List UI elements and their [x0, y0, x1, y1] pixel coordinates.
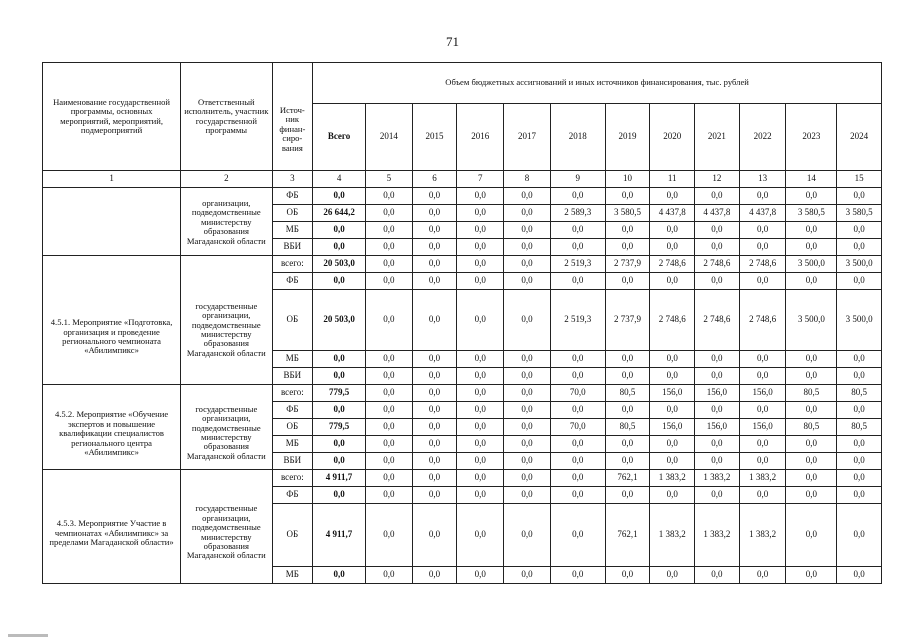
year-value: 2 748,6: [739, 290, 786, 351]
funding-source: ОБ: [272, 290, 313, 351]
year-value: 0,0: [412, 453, 457, 470]
year-value: 0,0: [786, 239, 837, 256]
year-value: 0,0: [457, 470, 504, 487]
year-value: 0,0: [605, 453, 650, 470]
year-value: 0,0: [786, 273, 837, 290]
funding-source: всего:: [272, 256, 313, 273]
responsible-executor: государственные организации, подведомственные министерству образования Магаданской области: [181, 256, 272, 385]
funding-source: всего:: [272, 470, 313, 487]
year-value: 0,0: [650, 351, 695, 368]
year-value: 3 500,0: [837, 256, 882, 273]
column-number: 10: [605, 171, 650, 188]
year-value: 0,0: [650, 188, 695, 205]
year-value: 0,0: [365, 205, 412, 222]
header-funding-span: Объем бюджетных ассигнований и иных источников финансирования, тыс. рублей: [313, 63, 882, 104]
year-value: 0,0: [650, 402, 695, 419]
year-value: 0,0: [550, 470, 605, 487]
year-value: 0,0: [550, 567, 605, 584]
year-value: 0,0: [695, 188, 740, 205]
header-row: [43, 63, 882, 104]
year-value: 0,0: [605, 351, 650, 368]
year-value: 0,0: [365, 385, 412, 402]
year-value: 0,0: [786, 402, 837, 419]
year-value: 0,0: [412, 385, 457, 402]
year-value: 3 580,5: [605, 205, 650, 222]
year-value: 0,0: [550, 351, 605, 368]
year-value: 0,0: [412, 351, 457, 368]
year-value: 156,0: [650, 385, 695, 402]
year-value: 0,0: [739, 273, 786, 290]
funding-source: МБ: [272, 351, 313, 368]
funding-source: ФБ: [272, 402, 313, 419]
year-value: 2 748,6: [650, 256, 695, 273]
year-value: 0,0: [457, 290, 504, 351]
year-value: 0,0: [605, 188, 650, 205]
year-value: 0,0: [837, 470, 882, 487]
page-number: 71: [446, 34, 459, 49]
total-value: 779,5: [313, 419, 366, 436]
year-value: 0,0: [457, 205, 504, 222]
total-value: 0,0: [313, 351, 366, 368]
header-year: 2015: [412, 104, 457, 171]
year-value: 0,0: [365, 436, 412, 453]
header-year: 2018: [550, 104, 605, 171]
year-value: 0,0: [412, 222, 457, 239]
column-number: 12: [695, 171, 740, 188]
year-value: 0,0: [739, 368, 786, 385]
year-value: 0,0: [457, 188, 504, 205]
year-value: 762,1: [605, 470, 650, 487]
year-value: 0,0: [412, 504, 457, 567]
year-value: 3 500,0: [786, 256, 837, 273]
year-value: 0,0: [550, 188, 605, 205]
year-value: 0,0: [457, 256, 504, 273]
year-value: 0,0: [786, 470, 837, 487]
total-value: 0,0: [313, 453, 366, 470]
year-value: 0,0: [457, 222, 504, 239]
year-value: 0,0: [365, 256, 412, 273]
year-value: 0,0: [550, 239, 605, 256]
year-value: 80,5: [605, 385, 650, 402]
program-name: 4.5.3. Мероприятие Участие в чемпионатах «Абилимпикс» за пределами Магаданской области»: [43, 470, 181, 584]
column-number: 2: [181, 171, 272, 188]
year-value: 80,5: [837, 385, 882, 402]
program-name: 4.5.2. Мероприятие «Обучение экспертов и повышение квалификации специалистов регионального центра «Абилимпикс»: [43, 385, 181, 470]
table-row: [43, 470, 882, 487]
year-value: 0,0: [412, 487, 457, 504]
year-value: 0,0: [412, 470, 457, 487]
year-value: 0,0: [650, 567, 695, 584]
year-value: 0,0: [365, 239, 412, 256]
funding-source: МБ: [272, 436, 313, 453]
column-number: 11: [650, 171, 695, 188]
year-value: 0,0: [739, 402, 786, 419]
year-value: 0,0: [605, 222, 650, 239]
budget-table: [42, 62, 882, 584]
year-value: 0,0: [365, 368, 412, 385]
year-value: 80,5: [605, 419, 650, 436]
year-value: 0,0: [365, 273, 412, 290]
year-value: 0,0: [412, 256, 457, 273]
funding-source: ВБИ: [272, 368, 313, 385]
year-value: 0,0: [412, 567, 457, 584]
year-value: 0,0: [504, 436, 551, 453]
year-value: 0,0: [739, 436, 786, 453]
year-value: 0,0: [412, 239, 457, 256]
column-number: 7: [457, 171, 504, 188]
year-value: 2 748,6: [650, 290, 695, 351]
year-value: 0,0: [365, 402, 412, 419]
year-value: 0,0: [457, 385, 504, 402]
year-value: 0,0: [412, 205, 457, 222]
total-value: 779,5: [313, 385, 366, 402]
year-value: 2 737,9: [605, 290, 650, 351]
total-value: 26 644,2: [313, 205, 366, 222]
year-value: 0,0: [605, 487, 650, 504]
year-value: 0,0: [837, 504, 882, 567]
year-value: 0,0: [739, 188, 786, 205]
responsible-executor: государственные организации, подведомственные министерству образования Магаданской области: [181, 385, 272, 470]
year-value: 0,0: [365, 487, 412, 504]
year-value: 0,0: [695, 567, 740, 584]
year-value: 4 437,8: [739, 205, 786, 222]
header-source: Источ-ник финан-сиро-вания: [272, 63, 313, 171]
year-value: 0,0: [786, 567, 837, 584]
year-value: 2 748,6: [695, 290, 740, 351]
year-value: 156,0: [739, 385, 786, 402]
year-value: 0,0: [739, 239, 786, 256]
year-value: 0,0: [650, 239, 695, 256]
year-value: 1 383,2: [695, 470, 740, 487]
year-value: 0,0: [550, 222, 605, 239]
year-value: 0,0: [457, 351, 504, 368]
year-value: 2 748,6: [695, 256, 740, 273]
year-value: 0,0: [457, 567, 504, 584]
responsible-executor: организации, подведомственные министерству образования Магаданской области: [181, 188, 272, 256]
column-number: 3: [272, 171, 313, 188]
header-total: Всего: [313, 104, 366, 171]
total-value: 0,0: [313, 273, 366, 290]
year-value: 1 383,2: [650, 470, 695, 487]
year-value: 0,0: [504, 470, 551, 487]
column-number: 4: [313, 171, 366, 188]
year-value: 3 500,0: [837, 290, 882, 351]
header-year: 2020: [650, 104, 695, 171]
year-value: 0,0: [605, 402, 650, 419]
year-value: 80,5: [786, 419, 837, 436]
year-value: 3 580,5: [837, 205, 882, 222]
year-value: 0,0: [786, 487, 837, 504]
year-value: 0,0: [412, 368, 457, 385]
year-value: 0,0: [786, 453, 837, 470]
year-value: 80,5: [837, 419, 882, 436]
program-name: [43, 188, 181, 256]
year-value: 0,0: [650, 273, 695, 290]
year-value: 0,0: [550, 402, 605, 419]
year-value: 0,0: [412, 419, 457, 436]
total-value: 0,0: [313, 567, 366, 584]
year-value: 0,0: [504, 188, 551, 205]
year-value: 2 519,3: [550, 290, 605, 351]
year-value: 0,0: [695, 239, 740, 256]
year-value: 0,0: [365, 222, 412, 239]
year-value: 0,0: [504, 402, 551, 419]
year-value: 0,0: [550, 273, 605, 290]
year-value: 80,5: [786, 385, 837, 402]
year-value: 0,0: [837, 453, 882, 470]
header-year: 2014: [365, 104, 412, 171]
year-value: 0,0: [837, 222, 882, 239]
year-value: 0,0: [504, 567, 551, 584]
year-value: 0,0: [605, 436, 650, 453]
year-value: 0,0: [365, 419, 412, 436]
year-value: 0,0: [550, 368, 605, 385]
year-value: 0,0: [695, 273, 740, 290]
year-value: 0,0: [695, 453, 740, 470]
year-value: 0,0: [365, 470, 412, 487]
year-value: 156,0: [695, 385, 740, 402]
total-value: 0,0: [313, 188, 366, 205]
funding-source: МБ: [272, 567, 313, 584]
year-value: 0,0: [504, 385, 551, 402]
header-responsible: Ответственный исполнитель, участник государственной программы: [181, 63, 272, 171]
year-value: 0,0: [504, 453, 551, 470]
year-value: 0,0: [786, 222, 837, 239]
year-value: 0,0: [650, 368, 695, 385]
year-value: 2 589,3: [550, 205, 605, 222]
total-value: 4 911,7: [313, 504, 366, 567]
year-value: 0,0: [837, 567, 882, 584]
column-number: 6: [412, 171, 457, 188]
year-value: 0,0: [457, 273, 504, 290]
year-value: 0,0: [504, 290, 551, 351]
year-value: 0,0: [550, 504, 605, 567]
funding-source: ОБ: [272, 419, 313, 436]
year-value: 0,0: [786, 188, 837, 205]
year-value: 0,0: [837, 273, 882, 290]
year-value: 4 437,8: [695, 205, 740, 222]
year-value: 0,0: [650, 222, 695, 239]
year-value: 0,0: [550, 436, 605, 453]
year-value: 0,0: [695, 351, 740, 368]
year-value: 0,0: [786, 504, 837, 567]
year-value: 0,0: [365, 188, 412, 205]
year-value: 0,0: [457, 453, 504, 470]
year-value: 0,0: [412, 402, 457, 419]
year-value: 1 383,2: [650, 504, 695, 567]
header-name: Наименование государственной программы, основных мероприятий, мероприятий, подмероприятий: [43, 63, 181, 171]
year-value: 0,0: [365, 453, 412, 470]
year-value: 0,0: [605, 239, 650, 256]
total-value: 0,0: [313, 222, 366, 239]
funding-source: всего:: [272, 385, 313, 402]
funding-source: ФБ: [272, 273, 313, 290]
year-value: 0,0: [504, 205, 551, 222]
funding-source: ОБ: [272, 205, 313, 222]
year-value: 70,0: [550, 385, 605, 402]
year-value: 2 748,6: [739, 256, 786, 273]
year-value: 0,0: [365, 290, 412, 351]
column-number: 8: [504, 171, 551, 188]
header-year: 2024: [837, 104, 882, 171]
year-value: 0,0: [365, 567, 412, 584]
year-value: 0,0: [695, 436, 740, 453]
header-year: 2023: [786, 104, 837, 171]
year-value: 0,0: [605, 273, 650, 290]
year-value: 156,0: [695, 419, 740, 436]
column-number: 9: [550, 171, 605, 188]
total-value: 0,0: [313, 402, 366, 419]
total-value: 0,0: [313, 487, 366, 504]
funding-source: ОБ: [272, 504, 313, 567]
year-value: 0,0: [837, 239, 882, 256]
header-year: 2016: [457, 104, 504, 171]
total-value: 0,0: [313, 436, 366, 453]
year-value: 0,0: [837, 402, 882, 419]
column-number: 13: [739, 171, 786, 188]
year-value: 0,0: [457, 402, 504, 419]
year-value: 0,0: [504, 256, 551, 273]
year-value: 0,0: [739, 222, 786, 239]
year-value: 0,0: [837, 351, 882, 368]
year-value: 0,0: [739, 351, 786, 368]
column-numbers-row: [43, 171, 882, 188]
year-value: 1 383,2: [739, 470, 786, 487]
year-value: 0,0: [504, 351, 551, 368]
year-value: 1 383,2: [739, 504, 786, 567]
year-value: 156,0: [739, 419, 786, 436]
year-value: 156,0: [650, 419, 695, 436]
column-number: 14: [786, 171, 837, 188]
table-row: [43, 385, 882, 402]
year-value: 0,0: [786, 368, 837, 385]
year-value: 0,0: [837, 188, 882, 205]
year-value: 0,0: [457, 419, 504, 436]
header-year: 2022: [739, 104, 786, 171]
header-year: 2019: [605, 104, 650, 171]
year-value: 2 737,9: [605, 256, 650, 273]
funding-source: ФБ: [272, 487, 313, 504]
table-row: [43, 188, 882, 205]
funding-source: МБ: [272, 222, 313, 239]
year-value: 0,0: [504, 368, 551, 385]
year-value: 0,0: [650, 453, 695, 470]
year-value: 3 580,5: [786, 205, 837, 222]
year-value: 0,0: [695, 402, 740, 419]
year-value: 0,0: [550, 487, 605, 504]
year-value: 0,0: [739, 453, 786, 470]
responsible-executor: государственные организации, подведомственные министерству образования Магаданской области: [181, 470, 272, 584]
year-value: 0,0: [650, 487, 695, 504]
year-value: 0,0: [837, 487, 882, 504]
scan-artifact: [8, 634, 48, 637]
year-value: 0,0: [550, 453, 605, 470]
year-value: 0,0: [504, 504, 551, 567]
year-value: 0,0: [837, 436, 882, 453]
year-value: 1 383,2: [695, 504, 740, 567]
year-value: 0,0: [504, 487, 551, 504]
year-value: 0,0: [504, 222, 551, 239]
year-value: 0,0: [695, 222, 740, 239]
year-value: 4 437,8: [650, 205, 695, 222]
year-value: 0,0: [504, 273, 551, 290]
year-value: 70,0: [550, 419, 605, 436]
year-value: 0,0: [412, 273, 457, 290]
year-value: 0,0: [504, 419, 551, 436]
total-value: 20 503,0: [313, 256, 366, 273]
column-number: 15: [837, 171, 882, 188]
column-number: 1: [43, 171, 181, 188]
year-value: 0,0: [695, 368, 740, 385]
header-year: 2017: [504, 104, 551, 171]
year-value: 0,0: [412, 188, 457, 205]
program-name: 4.5.1. Мероприятие «Подготовка, организация и проведение регионального чемпионата «Абилимпикс»: [43, 256, 181, 385]
year-value: 0,0: [650, 436, 695, 453]
year-value: 2 519,3: [550, 256, 605, 273]
year-value: 0,0: [786, 351, 837, 368]
year-value: 0,0: [457, 487, 504, 504]
funding-source: ФБ: [272, 188, 313, 205]
year-value: 0,0: [457, 504, 504, 567]
year-value: 0,0: [365, 504, 412, 567]
header-year: 2021: [695, 104, 740, 171]
year-value: 0,0: [365, 351, 412, 368]
year-value: 0,0: [695, 487, 740, 504]
year-value: 0,0: [739, 567, 786, 584]
total-value: 0,0: [313, 368, 366, 385]
year-value: 762,1: [605, 504, 650, 567]
total-value: 4 911,7: [313, 470, 366, 487]
total-value: 20 503,0: [313, 290, 366, 351]
year-value: 0,0: [504, 239, 551, 256]
year-value: 0,0: [786, 436, 837, 453]
year-value: 0,0: [412, 290, 457, 351]
total-value: 0,0: [313, 239, 366, 256]
year-value: 0,0: [739, 487, 786, 504]
year-value: 3 500,0: [786, 290, 837, 351]
column-number: 5: [365, 171, 412, 188]
year-value: 0,0: [457, 368, 504, 385]
year-value: 0,0: [605, 567, 650, 584]
year-value: 0,0: [457, 436, 504, 453]
funding-source: ВБИ: [272, 453, 313, 470]
funding-source: ВБИ: [272, 239, 313, 256]
year-value: 0,0: [457, 239, 504, 256]
table-row: [43, 256, 882, 273]
year-value: 0,0: [412, 436, 457, 453]
year-value: 0,0: [837, 368, 882, 385]
year-value: 0,0: [605, 368, 650, 385]
